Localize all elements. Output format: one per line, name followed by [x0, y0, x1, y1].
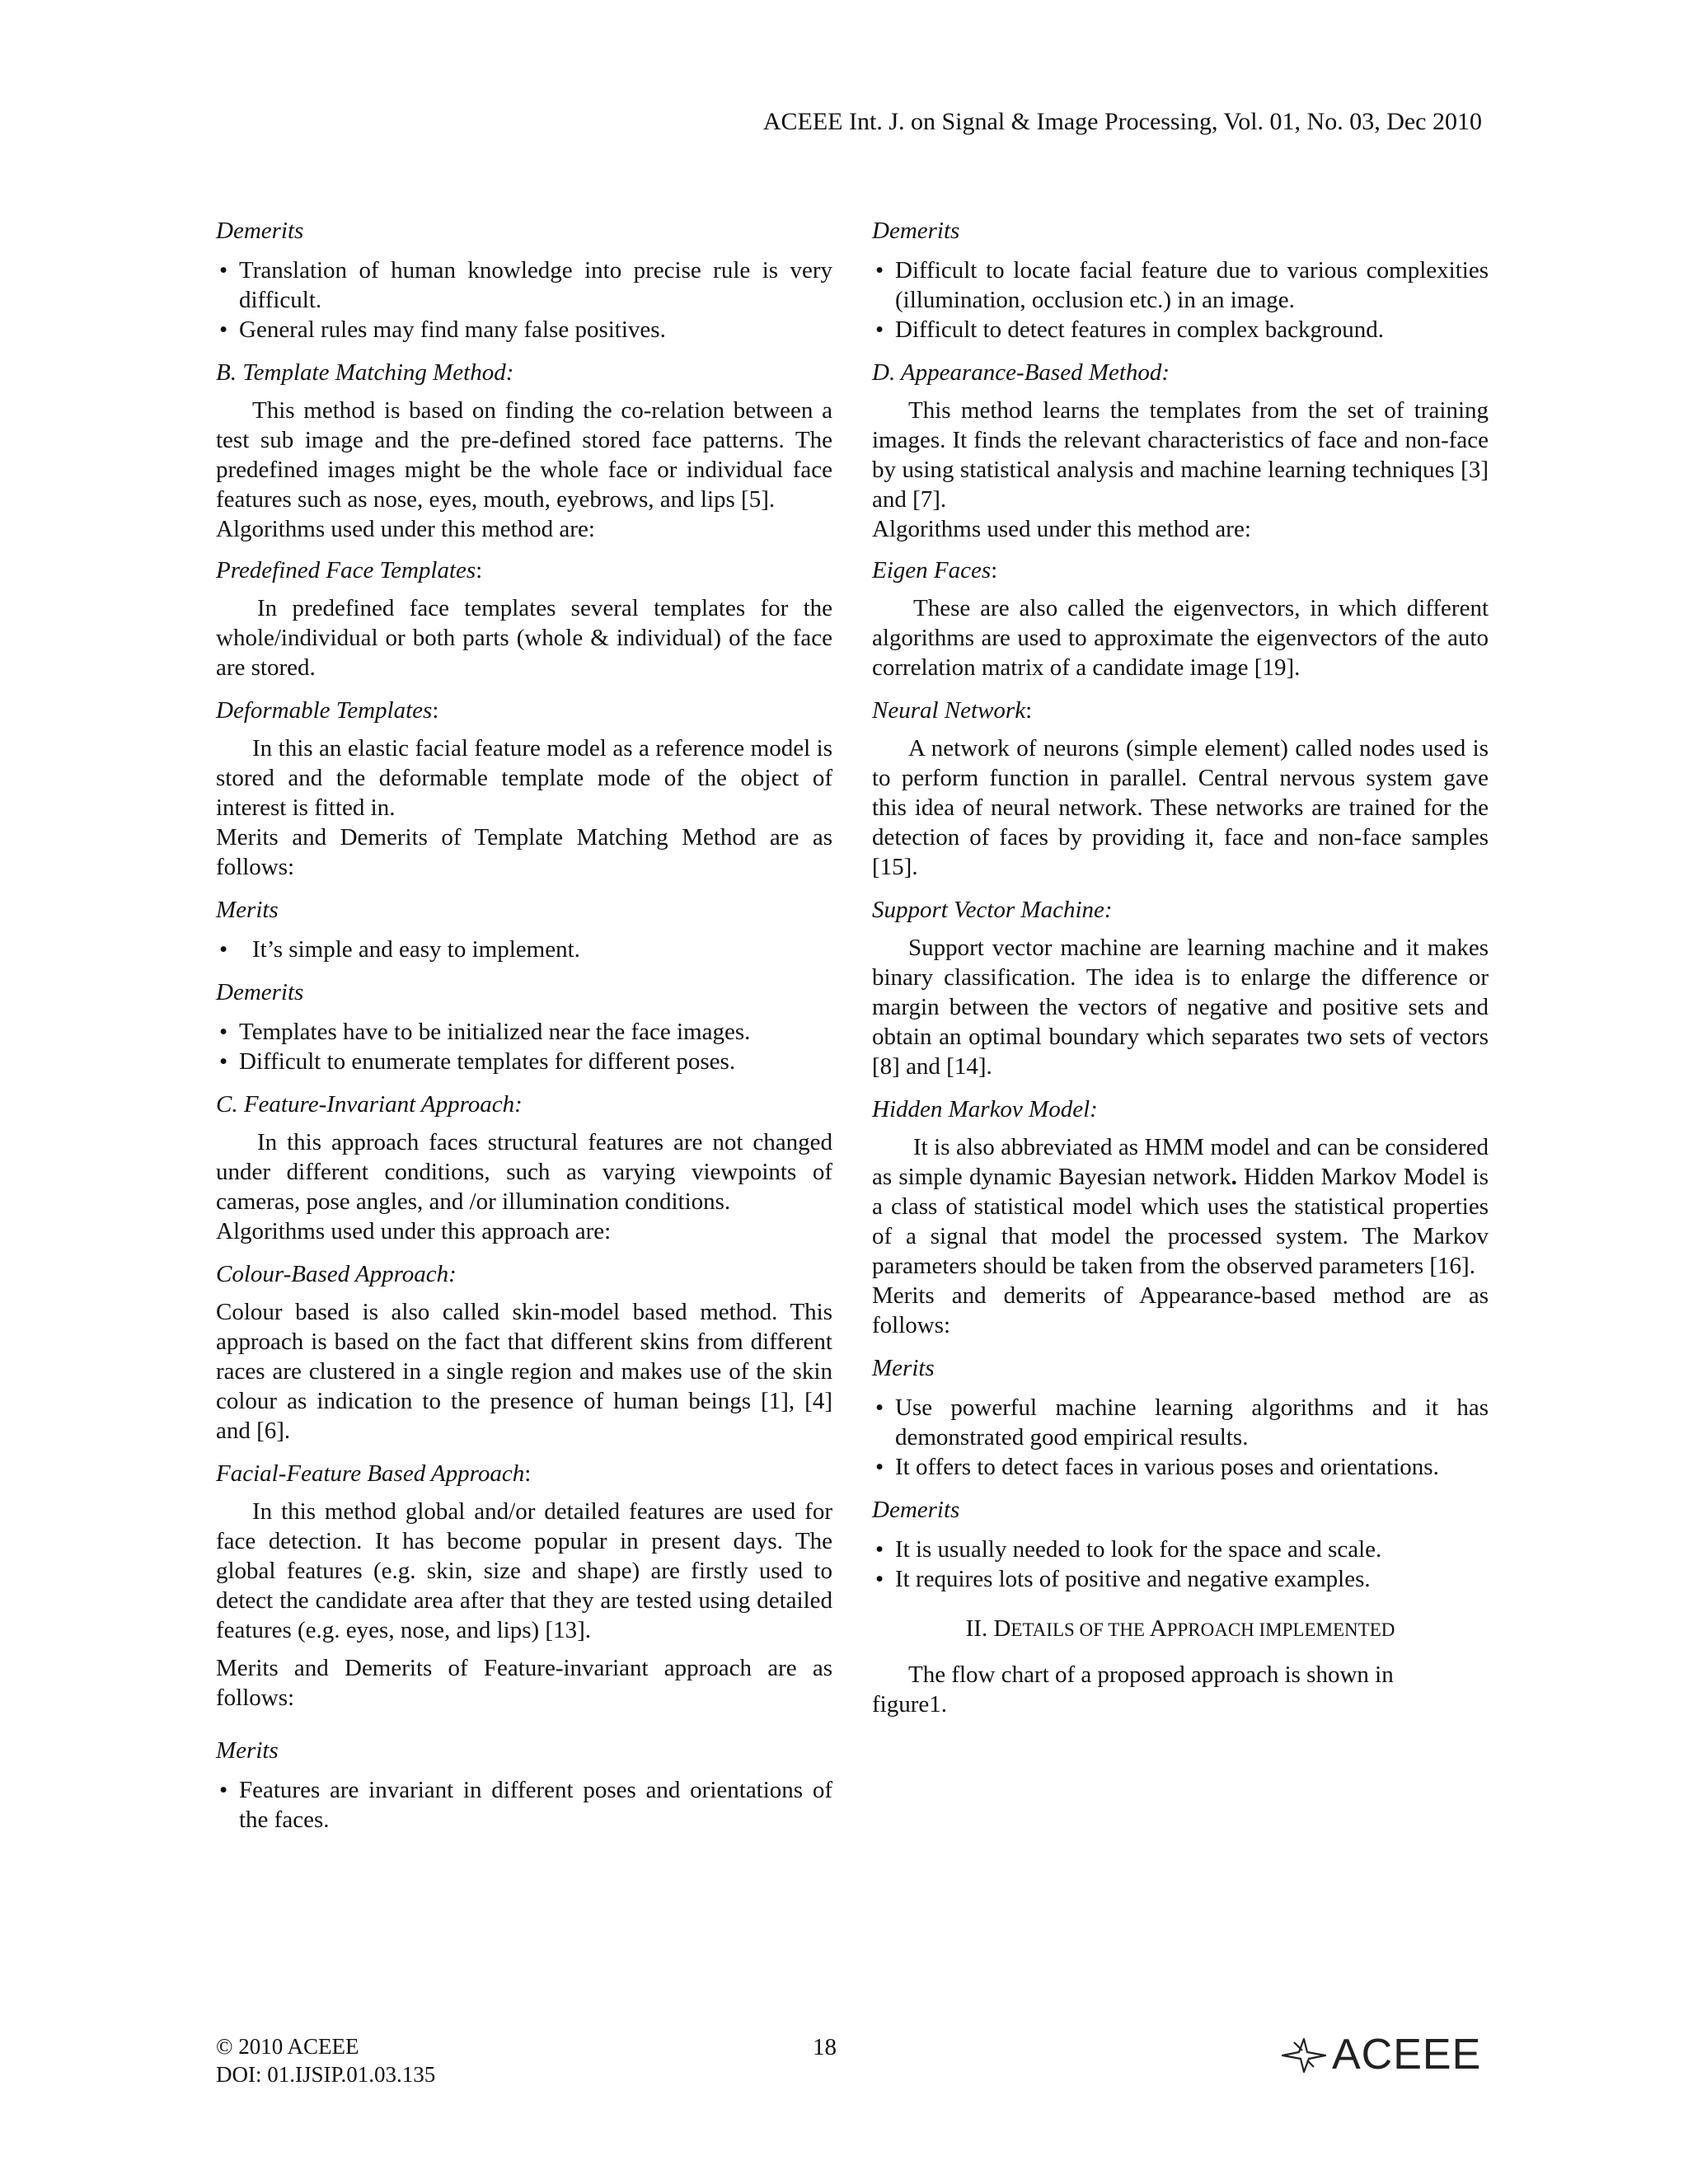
paragraph: In predefined face templates several templates for the whole/individual or both parts (whole & individual) of the face are stored. [216, 595, 832, 681]
list-item: • Difficult to enumerate templates for different poses. [216, 1047, 832, 1076]
subheading-merits: Merits [216, 897, 279, 923]
list-item: • Use powerful machine learning algorithms and it has demonstrated good empirical results. [872, 1393, 1489, 1452]
subheading-demerits: Demerits [216, 979, 304, 1005]
paragraph: In this approach faces structural features are not changed under different conditions, such as varying viewpoints of cameras, pose angles, and /or illumination conditions. [216, 1129, 832, 1215]
subheading-demerits: Demerits [872, 218, 960, 244]
merits-list [216, 935, 832, 964]
list-item: • Features are invariant in different poses and orientations of the faces. [216, 1775, 832, 1835]
paragraph: Support vector machine are learning machine and it makes binary classification. The idea is to enlarge the difference or margin between the vectors of negative and positive sets and obtain an optimal boundary which separates two sets of vectors [8] and [14]. [872, 935, 1489, 1080]
paragraph: In this method global and/or detailed features are used for face detection. It has become popular in present days. The global features (e.g. skin, size and shape) are firstly used to detect the candidate area after that they are tested using detailed features (e.g. eyes, nose, and lips) [13]. [216, 1498, 832, 1643]
heading-part: D [993, 1615, 1011, 1642]
aceee-logo [1279, 2027, 1485, 2082]
footer-copyright: © 2010 ACEEE [216, 2034, 359, 2059]
demerits-list [216, 1017, 832, 1076]
heading-part: A [1149, 1615, 1167, 1642]
list-item: • General rules may find many false positives. [216, 315, 832, 344]
subheading-merits: Merits [872, 1355, 935, 1381]
heading-part: PPROACH IMPLEMENTED [1166, 1619, 1395, 1640]
list-item: • Templates have to be initialized near the face images. [216, 1017, 832, 1047]
paragraph: Algorithms used under this method are: [872, 516, 1251, 542]
merits-list [216, 1775, 832, 1835]
subheading-svm: Support Vector Machine: [872, 897, 1113, 923]
subheading-predefined-face-templates [216, 555, 832, 585]
paragraph: Merits and Demerits of Feature-invariant approach are as follows: [216, 1655, 832, 1711]
subheading-colon: : [432, 697, 439, 724]
subheading-colon: : [991, 557, 998, 583]
subheading-text: Eigen Faces [872, 557, 992, 583]
list-item: • It is usually needed to look for the space and scale. [872, 1535, 1489, 1564]
list-item: • It offers to detect faces in various poses and orientations. [872, 1452, 1489, 1482]
logo-text: ACEEE [1332, 2031, 1482, 2079]
subheading-colon: : [476, 557, 483, 583]
paragraph [872, 1132, 1489, 1281]
list-item: • Difficult to detect features in complex background. [872, 315, 1489, 344]
subheading-colon: : [524, 1460, 532, 1487]
subheading-facial-feature [216, 1459, 832, 1488]
merits-list [872, 1393, 1489, 1482]
subheading-text: Neural Network [872, 697, 1026, 724]
section-heading-feature-invariant: C. Feature-Invariant Approach: [216, 1091, 523, 1118]
demerits-list [872, 255, 1489, 344]
demerits-list [216, 255, 832, 344]
paragraph: The flow chart of a proposed approach is shown in figure1. [872, 1661, 1394, 1718]
demerits-list [872, 1535, 1489, 1594]
heading-part: II. [965, 1615, 994, 1642]
subheading-colon: : [1025, 697, 1033, 724]
subheading-colour-based: Colour-Based Approach: [216, 1261, 457, 1287]
paragraph: This method learns the templates from the set of training images. It finds the relevant characteristics of face and non-face by using statistical analysis and machine learning techniques [3] and [7]. [872, 397, 1489, 513]
list-item: • It’s simple and easy to implement. [216, 935, 832, 964]
heading-part: ETAILS OF THE [1010, 1619, 1150, 1640]
star-logo-icon [1279, 2034, 1329, 2075]
paragraph: These are also called the eigenvectors, in which different algorithms are used to approximate the eigenvectors of the auto correlation matrix of a candidate image [19]. [872, 595, 1489, 681]
subheading-eigen-faces [872, 555, 1489, 585]
section-heading-details [872, 1614, 1489, 1645]
subheading-text: Predefined Face Templates [216, 557, 476, 583]
subheading-deformable-templates [216, 696, 832, 725]
footer-doi: DOI: 01.IJSIP.01.03.135 [216, 2062, 436, 2087]
subheading-hmm: Hidden Markov Model: [872, 1096, 1098, 1122]
paragraph: Merits and Demerits of Template Matching Method are as follows: [216, 824, 832, 880]
list-item: • It requires lots of positive and negative examples. [872, 1564, 1489, 1594]
subheading-demerits: Demerits [216, 218, 304, 244]
subheading-demerits: Demerits [872, 1497, 960, 1523]
paragraph: Algorithms used under this approach are: [216, 1218, 612, 1244]
list-item: • Difficult to locate facial feature due to various complexities (illumination, occlusion etc.) in an image. [872, 255, 1489, 315]
page-number: 18 [813, 2034, 837, 2060]
paragraph: Algorithms used under this method are: [216, 516, 595, 542]
paragraph: Merits and demerits of Appearance-based method are as follows: [872, 1282, 1489, 1338]
subheading-text: Deformable Templates [216, 697, 433, 724]
subheading-merits: Merits [216, 1737, 279, 1764]
list-item: • Translation of human knowledge into precise rule is very difficult. [216, 255, 832, 315]
paragraph: This method is based on finding the co-relation between a test sub image and the pre-defined stored face patterns. The predefined images might be the whole face or individual face features such as nose, eyes, mouth, eyebrows, and lips [5]. [216, 397, 832, 513]
paragraph: Colour based is also called skin-model based method. This approach is based on the fact that different skins from different races are clustered in a single region and makes use of the skin colour as indication to the presence of human beings [1], [4] and [6]. [216, 1299, 832, 1444]
paragraph: In this an elastic facial feature model as a reference model is stored and the deformable template mode of the object of interest is fitted in. [216, 735, 832, 821]
paragraph: A network of neurons (simple element) called nodes used is to perform function in parallel. Central nervous system gave this idea of neural network. These networks are trained for the detection of faces by providing it, face and non-face samples [15]. [872, 735, 1489, 880]
footer-copyright-block [216, 2032, 435, 2088]
section-heading-appearance-based: D. Appearance-Based Method: [872, 359, 1170, 386]
subheading-text: Facial-Feature Based Approach [216, 1460, 525, 1487]
paragraph-bold-dot: . [1231, 1164, 1237, 1190]
paragraph-part: Hidden Markov Model is a class of statistical model which uses the statistical properties of a signal that model the processed system. The Markov parameters should be taken from the observed parameters [16]. [872, 1164, 1489, 1279]
paragraph-part: It is also abbreviated as HMM model and can be considered as simple dynamic Bayesian network [872, 1134, 1489, 1190]
journal-header: ACEEE Int. J. on Signal & Image Processing, Vol. 01, No. 03, Dec 2010 [762, 108, 1482, 135]
left-column [216, 216, 832, 1835]
subheading-neural-network [872, 696, 1489, 725]
right-column [872, 216, 1489, 1719]
section-heading-template-matching: B. Template Matching Method: [216, 359, 514, 386]
